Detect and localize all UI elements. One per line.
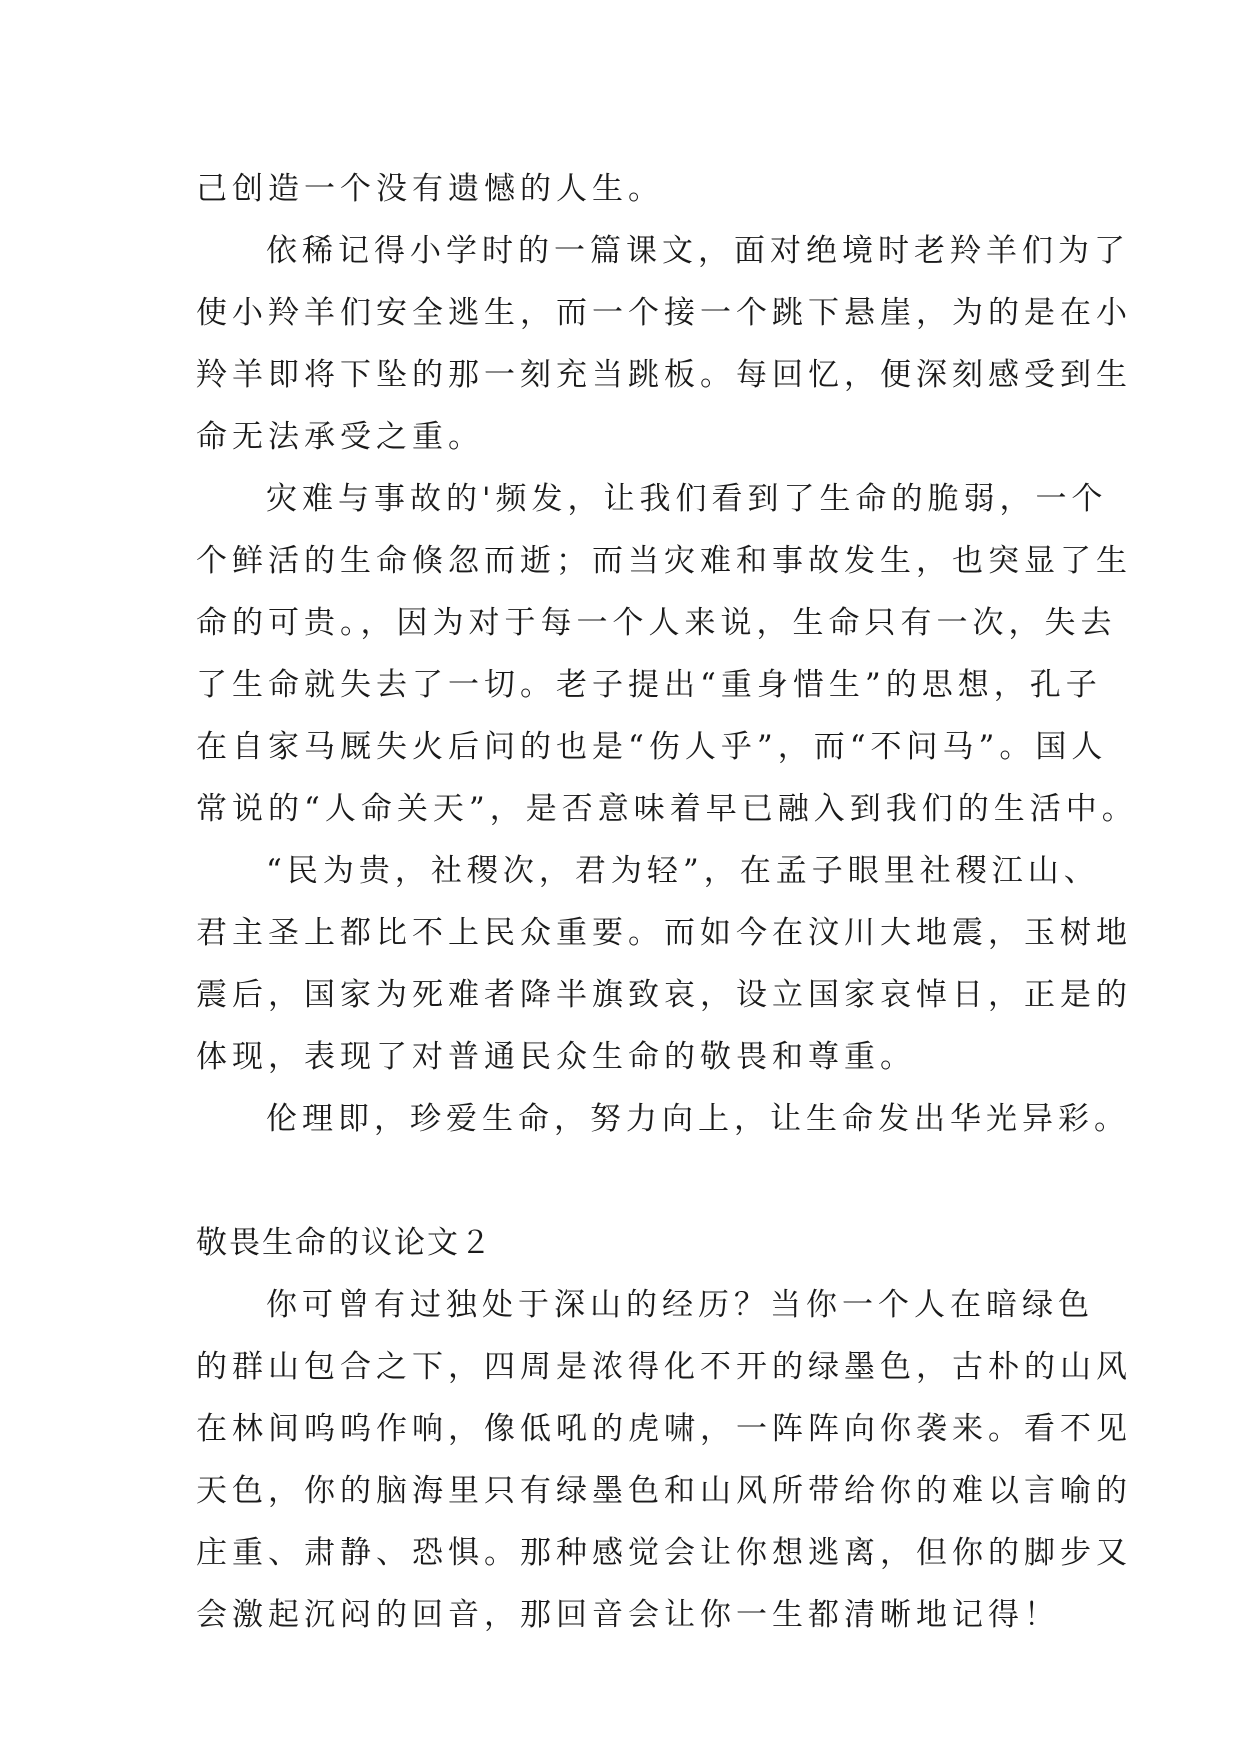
text-line: 个鲜活的生命倏忽而逝；而当灾难和事故发生，也突显了生 [196,543,1132,579]
text-line: 己创造一个没有遗憾的人生。 [196,171,664,207]
text-line: 羚羊即将下坠的那一刻充当跳板。每回忆，便深刻感受到生 [196,357,1132,393]
text-line: 在自家马厩失火后问的也是“伤人乎”，而“不问马”。国人 [196,729,1108,765]
essay-body [196,158,1138,1646]
text-line: 在林间呜呜作响，像低吼的虎啸，一阵阵向你袭来。看不见 [196,1411,1132,1447]
paragraph-start-line: 伦理即，珍爱生命，努力向上，让生命发出华光异彩。 [266,1101,1130,1137]
text-line: 天色，你的脑海里只有绿墨色和山风所带给你的难以言喻的 [196,1473,1132,1509]
text-line: 庄重、肃静、恐惧。那种感觉会让你想逃离，但你的脚步又 [196,1535,1132,1571]
text-line: 了生命就失去了一切。老子提出“重身惜生”的思想，孔子 [196,667,1102,703]
text-line: 的群山包合之下，四周是浓得化不开的绿墨色，古朴的山风 [196,1349,1132,1385]
section-spacer [196,1150,1076,1212]
text-line: 使小羚羊们安全逃生，而一个接一个跳下悬崖，为的是在小 [196,295,1132,331]
section-heading: 敬畏生命的议论文２ [196,1225,493,1261]
text-line: 体现，表现了对普通民众生命的敬畏和尊重。 [196,1039,916,1075]
paragraph-start-line: “民为贵，社稷次，君为轻”，在孟子眼里社稷江山、 [266,853,1100,889]
paragraph-start-line: 依稀记得小学时的一篇课文，面对绝境时老羚羊们为了 [266,233,1130,269]
text-line: 常说的“人命关天”，是否意味着早已融入到我们的生活中。 [196,791,1138,827]
paragraph-start-line: 灾难与事故的'频发，让我们看到了生命的脆弱，一个 [266,481,1108,517]
paragraph-start-line: 你可曾有过独处于深山的经历？当你一个人在暗绿色 [266,1287,1094,1323]
text-line: 会激起沉闷的回音，那回音会让你一生都清晰地记得！ [196,1597,1060,1633]
text-line: 震后，国家为死难者降半旗致哀，设立国家哀悼日，正是的 [196,977,1132,1013]
text-line: 命的可贵。，因为对于每一个人来说，生命只有一次，失去 [196,605,1117,641]
text-line: 命无法承受之重。 [196,419,484,455]
text-line: 君主圣上都比不上民众重要。而如今在汶川大地震，玉树地 [196,915,1132,951]
